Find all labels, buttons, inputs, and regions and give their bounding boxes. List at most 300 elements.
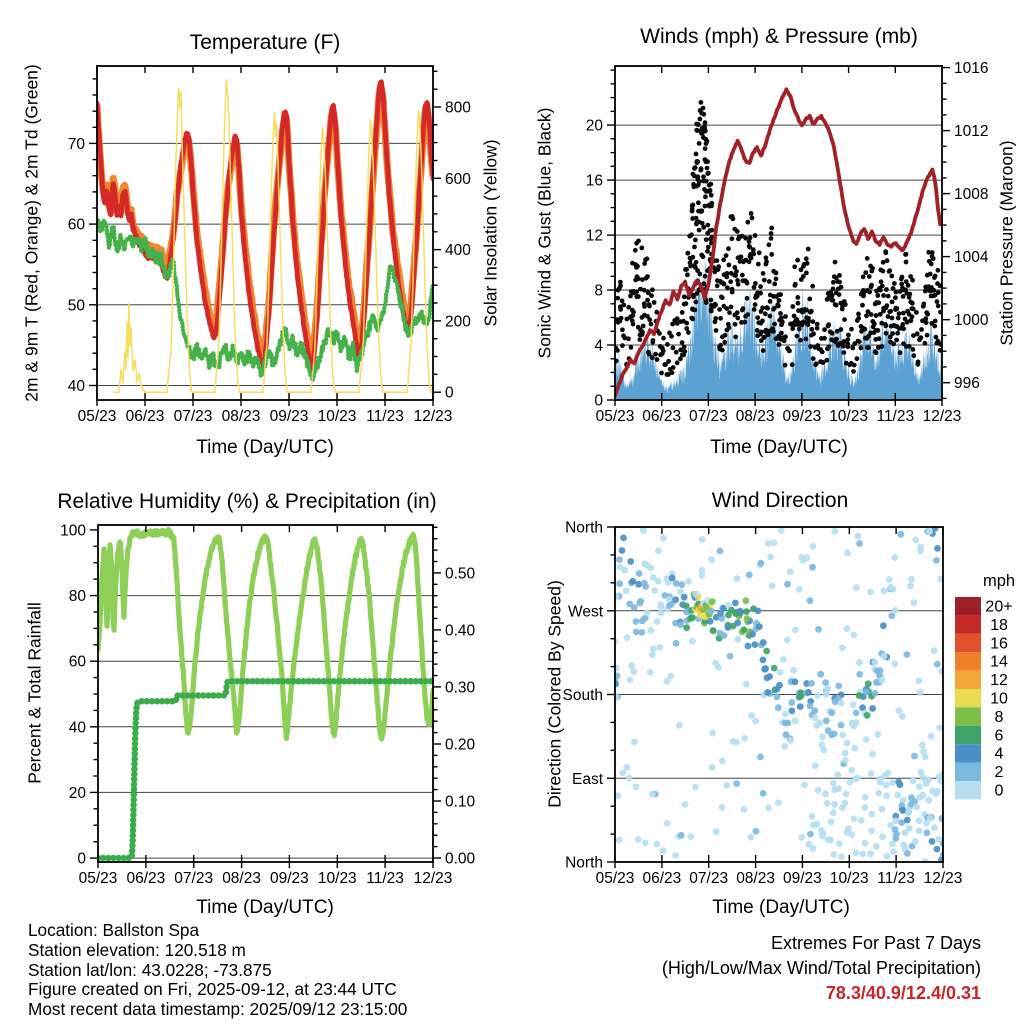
wind-dir-dot	[760, 657, 767, 664]
panel-humidity-title: Relative Humidity (%) & Precipitation (in)	[57, 490, 437, 513]
wind-dir-dot	[676, 722, 683, 729]
wind-dir-dot	[746, 572, 753, 579]
wind-dir-dot	[809, 813, 816, 820]
x-tick-label: 12/23	[923, 870, 963, 887]
gust-dot	[693, 300, 698, 305]
wind-dir-dot	[893, 831, 900, 838]
wind-dir-dot	[815, 626, 822, 633]
axis-tick-label: 80	[68, 588, 86, 606]
gust-dot	[856, 316, 861, 321]
gust-dot	[758, 291, 763, 296]
gust-dot	[769, 226, 774, 231]
wind-dir-dot	[721, 632, 728, 639]
axis-tick-label: 0.20	[445, 736, 476, 754]
wind-dir-dot	[647, 627, 654, 634]
gust-dot	[889, 274, 894, 279]
gust-dot	[647, 302, 652, 307]
gust-dot	[724, 253, 729, 258]
wind-dir-dot	[831, 801, 838, 808]
gust-dot	[733, 335, 738, 340]
wind-dir-dot	[765, 540, 772, 547]
gust-dot	[934, 335, 939, 340]
gust-dot	[713, 302, 718, 307]
wind-dir-dot	[741, 626, 748, 633]
wind-dir-dot	[938, 668, 945, 675]
gust-dot	[748, 235, 753, 240]
wind-dir-dot	[892, 660, 899, 667]
gust-dot	[855, 356, 860, 361]
gust-dot	[930, 250, 935, 255]
gust-dot	[695, 159, 700, 164]
wind-dir-dot	[931, 647, 938, 654]
wind-dir-dot	[872, 690, 879, 697]
gust-dot	[709, 309, 714, 314]
gust-dot	[815, 326, 820, 331]
gust-dot	[699, 100, 704, 105]
wind-dir-dot	[689, 638, 696, 645]
gust-dot	[935, 299, 940, 304]
wind-dir-dot	[906, 825, 913, 832]
wind-dir-dot	[756, 623, 763, 630]
gust-dot	[655, 357, 660, 362]
gust-dot	[755, 315, 760, 320]
x-tick-label: 06/23	[642, 408, 682, 425]
gust-dot	[872, 322, 877, 327]
wind-dir-dot	[875, 790, 882, 797]
gust-dot	[701, 174, 706, 179]
gust-dot	[725, 285, 730, 290]
axis-tick-label: 1008	[954, 186, 989, 204]
winds-ylabel-left: Sonic Wind & Gust (Blue, Black)	[534, 107, 555, 359]
gust-dot	[879, 279, 884, 284]
gust-dot	[910, 278, 915, 283]
wind-dir-dot	[905, 809, 912, 816]
gust-dot	[804, 256, 809, 261]
gust-dot	[729, 305, 734, 310]
x-tick-label: 06/23	[126, 870, 166, 887]
wind-dir-dot	[780, 656, 787, 663]
wind-dir-dot	[920, 792, 927, 799]
gust-dot	[778, 292, 783, 297]
axis-tick-label: 600	[445, 170, 471, 188]
gust-dot	[774, 276, 779, 281]
gust-dot	[650, 287, 655, 292]
gust-dot	[860, 303, 865, 308]
wind-dir-dot	[904, 817, 911, 824]
gust-dot	[932, 324, 937, 329]
gust-dot	[693, 165, 698, 170]
wind-dir-dot	[616, 580, 623, 587]
x-tick-label: 05/23	[78, 870, 118, 887]
wind-dir-dot	[916, 827, 923, 834]
gust-dot	[735, 316, 740, 321]
wind-dir-dot	[854, 775, 861, 782]
gust-dot	[682, 294, 687, 299]
wind-dir-dot	[809, 564, 816, 571]
wind-dir-dot	[890, 586, 897, 593]
wind-dir-dot	[869, 705, 876, 712]
gust-dot	[680, 340, 685, 345]
wind-dir-dot	[929, 838, 936, 845]
gust-dot	[703, 129, 708, 134]
wind-dir-dot	[867, 850, 874, 857]
colorbar	[955, 597, 1013, 800]
x-tick-label: 05/23	[595, 408, 635, 425]
wind-dir-dot	[848, 767, 855, 774]
axis-tick-label: 0.50	[445, 565, 476, 583]
colorbar-swatch	[955, 652, 981, 670]
colorbar-swatch	[955, 615, 981, 633]
wind-dir-dot	[787, 737, 794, 744]
gust-dot	[869, 283, 874, 288]
x-tick-label: 07/23	[689, 870, 729, 887]
wind-dir-dot	[910, 777, 917, 784]
gust-dot	[696, 122, 701, 127]
wind-dir-dot	[685, 578, 692, 585]
wind-dir-dot	[713, 828, 720, 835]
gust-dot	[752, 307, 757, 312]
wind-dir-dot	[858, 817, 865, 824]
gust-dot	[790, 304, 795, 309]
gust-dot	[615, 296, 620, 301]
x-tick-label: 12/23	[922, 408, 962, 425]
wind-dir-dot	[879, 833, 886, 840]
gust-dot	[759, 330, 764, 335]
wind-dir-dot	[735, 636, 742, 643]
wind-dir-dot	[919, 742, 926, 749]
wind-dir-dot	[658, 610, 665, 617]
gust-dot	[857, 339, 862, 344]
wind-dir-dot	[838, 700, 845, 707]
wind-dir-dot	[847, 779, 854, 786]
wind-dir-dot	[796, 586, 803, 593]
wind-dir-dot	[699, 536, 706, 543]
wind-dir-dot	[631, 604, 638, 611]
wind-dir-dot	[660, 847, 667, 854]
gust-dot	[831, 280, 836, 285]
wind-dir-dot	[655, 578, 662, 585]
gust-dot	[925, 333, 930, 338]
gust-dot	[709, 193, 714, 198]
axis-tick-label: 0.30	[445, 679, 476, 697]
gust-dot	[674, 350, 679, 355]
gust-dot	[697, 141, 702, 146]
wind-dir-dot	[775, 799, 782, 806]
gust-dot	[709, 228, 714, 233]
humidity-ylabel-left: Percent & Total Rainfall	[24, 602, 45, 784]
gust-dot	[830, 298, 835, 303]
gust-dot	[704, 237, 709, 242]
gust-dot	[834, 337, 839, 342]
gust-dot	[929, 262, 934, 267]
wind-dir-dot	[892, 554, 899, 561]
wind-dir-dot	[853, 584, 860, 591]
wind-dir-dot	[629, 578, 636, 585]
wind-dir-dot	[856, 540, 863, 547]
gust-dot	[810, 284, 815, 289]
wind-dir-dot	[613, 593, 620, 600]
gust-dot	[722, 282, 727, 287]
gust-dot	[811, 331, 816, 336]
gust-dot	[797, 327, 802, 332]
gust-dot	[690, 207, 695, 212]
wind-dir-dot	[664, 820, 671, 827]
gust-dot	[659, 371, 664, 376]
gust-dot	[626, 336, 631, 341]
wind-dir-dot	[883, 792, 890, 799]
wind-dir-dot	[692, 590, 699, 597]
gust-dot	[778, 311, 783, 316]
wind-dir-dot	[717, 548, 724, 555]
gust-dot	[618, 307, 623, 312]
colorbar-swatch	[955, 689, 981, 707]
wind-dir-dot	[840, 732, 847, 739]
wind-dir-dot	[708, 556, 715, 563]
gust-dot	[651, 338, 656, 343]
wind-dir-dot	[844, 550, 851, 557]
wind-dir-dot	[648, 565, 655, 572]
gust-dot	[716, 264, 721, 269]
wind-dir-dot	[633, 618, 640, 625]
gust-dot	[703, 204, 708, 209]
colorbar-label: 10	[990, 690, 1008, 708]
gust-dot	[701, 112, 706, 117]
gust-dot	[936, 290, 941, 295]
axis-tick-label: 50	[67, 297, 85, 315]
wind-dir-dot	[852, 745, 859, 752]
gust-dot	[693, 308, 698, 313]
wind-dir-dot	[813, 821, 820, 828]
gust-dot	[755, 328, 760, 333]
wind-dir-dot	[841, 799, 848, 806]
gust-dot	[638, 337, 643, 342]
gust-dot	[895, 306, 900, 311]
gust-dot	[642, 304, 647, 309]
gust-dot	[686, 330, 691, 335]
gust-dot	[760, 319, 765, 324]
gust-dot	[703, 146, 708, 151]
wind-dir-dot	[767, 554, 774, 561]
gust-dot	[864, 313, 869, 318]
gust-dot	[676, 332, 681, 337]
axis-tick-label: West	[567, 603, 603, 621]
wind-dir-dot	[855, 533, 862, 540]
colorbar-swatch	[955, 597, 981, 615]
gust-dot	[762, 278, 767, 283]
gust-dot	[705, 159, 710, 164]
wind-dir-dot	[673, 580, 680, 587]
wind-dir-dot	[763, 648, 770, 655]
wind-dir-dot	[727, 653, 734, 660]
wind-dir-dot	[925, 797, 932, 804]
gust-dot	[846, 333, 851, 338]
wind-dir-dot	[789, 708, 796, 715]
colorbar-swatch	[955, 707, 981, 725]
axis-tick-label: 0	[594, 392, 603, 410]
gust-dot	[690, 255, 695, 260]
panel-data-temperature	[97, 79, 433, 392]
colorbar-label: 16	[990, 635, 1008, 653]
wind-dir-dot	[682, 801, 689, 808]
gust-dot	[862, 327, 867, 332]
wind-dir-dot	[801, 781, 808, 788]
gust-dot	[850, 346, 855, 351]
wind-dir-dot	[616, 837, 623, 844]
gust-dot	[795, 295, 800, 300]
gust-dot	[741, 306, 746, 311]
wind-dir-dot	[821, 747, 828, 754]
panel-wind_direction	[562, 520, 962, 888]
wind-dir-dot	[883, 853, 890, 860]
gust-dot	[824, 358, 829, 363]
gust-dot	[808, 310, 813, 315]
axis-tick-label: 0	[77, 850, 86, 868]
gust-dot	[714, 328, 719, 333]
axis-tick-label: 20	[585, 117, 603, 135]
wind-dir-dot	[620, 535, 627, 542]
gust-dot	[703, 120, 708, 125]
wind-dir-dot	[635, 836, 642, 843]
wind-dir-dot	[862, 840, 869, 847]
gust-dot	[652, 300, 657, 305]
wind-dir-dot	[771, 539, 778, 546]
axis-tick-label: 16	[585, 172, 603, 190]
panel-winddir-title: Wind Direction	[711, 489, 849, 512]
gust-dot	[833, 260, 838, 265]
gust-dot	[897, 311, 902, 316]
gust-dot	[740, 273, 745, 278]
wind-dir-dot	[805, 689, 812, 696]
gust-dot	[924, 320, 929, 325]
gust-dot	[895, 331, 900, 336]
gust-dot	[806, 247, 811, 252]
gust-dot	[914, 310, 919, 315]
gust-dot	[708, 182, 713, 187]
wind-dir-dot	[934, 788, 941, 795]
wind-dir-dot	[651, 587, 658, 594]
wind-dir-dot	[790, 667, 797, 674]
gust-dot	[919, 335, 924, 340]
gust-dot	[763, 311, 768, 316]
gust-dot	[866, 345, 871, 350]
gust-dot	[849, 327, 854, 332]
gust-dot	[653, 352, 658, 357]
gust-dot	[700, 209, 705, 214]
gust-dot	[701, 106, 706, 111]
wind-dir-dot	[649, 791, 656, 798]
gust-dot	[694, 152, 699, 157]
wind-dir-dot	[655, 548, 662, 555]
wind-dir-dot	[741, 735, 748, 742]
wind-dir-dot	[868, 770, 875, 777]
wind-dir-dot	[755, 608, 762, 615]
gust-dot	[910, 301, 915, 306]
axis-tick-label: 8	[594, 282, 603, 300]
gust-dot	[822, 336, 827, 341]
gust-dot	[620, 327, 625, 332]
wind-dir-dot	[792, 718, 799, 725]
gust-dot	[670, 370, 675, 375]
gust-dot	[717, 307, 722, 312]
gust-dot	[636, 239, 641, 244]
axis-tick-label: 0	[445, 384, 454, 402]
wind-dir-dot	[862, 794, 869, 801]
wind-dir-dot	[911, 599, 918, 606]
wind-dir-dot	[842, 750, 849, 757]
gust-dot	[634, 289, 639, 294]
wind-dir-dot	[873, 843, 880, 850]
axis-tick-label: 0.10	[445, 793, 476, 811]
panel-winds-xlabel: Time (Day/UTC)	[710, 437, 848, 458]
gust-dot	[804, 337, 809, 342]
gust-dot	[720, 348, 725, 353]
gust-dot	[665, 342, 670, 347]
wind-dir-dot	[843, 791, 850, 798]
temperature-ylabel-right: Solar Insolation (Yellow)	[480, 139, 501, 327]
gust-dot	[701, 225, 706, 230]
gust-dot	[887, 268, 892, 273]
panel-data-humidity_precip	[98, 530, 433, 858]
wind-dir-dot	[769, 583, 776, 590]
station-info-block	[28, 921, 407, 1020]
wind-dir-dot	[871, 659, 878, 666]
gust-dot	[718, 316, 723, 321]
gust-dot	[706, 171, 711, 176]
gust-dot	[777, 298, 782, 303]
gust-dot	[876, 328, 881, 333]
wind-dir-dot	[831, 528, 838, 535]
axis-tick-label: 20	[68, 784, 86, 802]
wind-dir-dot	[816, 720, 823, 727]
wind-dir-dot	[812, 763, 819, 770]
gust-dot	[933, 274, 938, 279]
wind-dir-dot	[757, 754, 764, 761]
wind-dir-dot	[927, 815, 934, 822]
gust-dot	[758, 284, 763, 289]
wind-dir-dot	[616, 556, 623, 563]
axis-tick-label: 4	[594, 337, 603, 355]
extremes-title: Extremes For Past 7 Days	[770, 933, 981, 953]
colorbar-label: 18	[990, 616, 1008, 634]
wind-dir-dot	[916, 817, 923, 824]
wind-dir-dot	[828, 818, 835, 825]
axis-tick-label: 1004	[954, 249, 989, 267]
gust-dot	[734, 269, 739, 274]
gust-dot	[809, 327, 814, 332]
wind-dir-dot	[758, 560, 765, 567]
gust-dot	[811, 319, 816, 324]
gust-dot	[811, 356, 816, 361]
gust-dot	[806, 319, 811, 324]
wind-dir-dot	[912, 536, 919, 543]
gust-dot	[875, 293, 880, 298]
wind-dir-dot	[851, 816, 858, 823]
gust-dot	[760, 305, 765, 310]
gust-dot	[771, 329, 776, 334]
wind-dir-dot	[842, 757, 849, 764]
wind-dir-dot	[647, 669, 654, 676]
colorbar-swatch	[955, 781, 981, 799]
gust-dot	[690, 317, 695, 322]
gust-dot	[876, 300, 881, 305]
gust-dot	[899, 282, 904, 287]
wind-dir-dot	[862, 804, 869, 811]
gust-dot	[900, 275, 905, 280]
wind-dir-dot	[797, 703, 804, 710]
gust-dot	[705, 249, 710, 254]
gust-dot	[837, 292, 842, 297]
wind-dir-dot	[631, 738, 638, 745]
